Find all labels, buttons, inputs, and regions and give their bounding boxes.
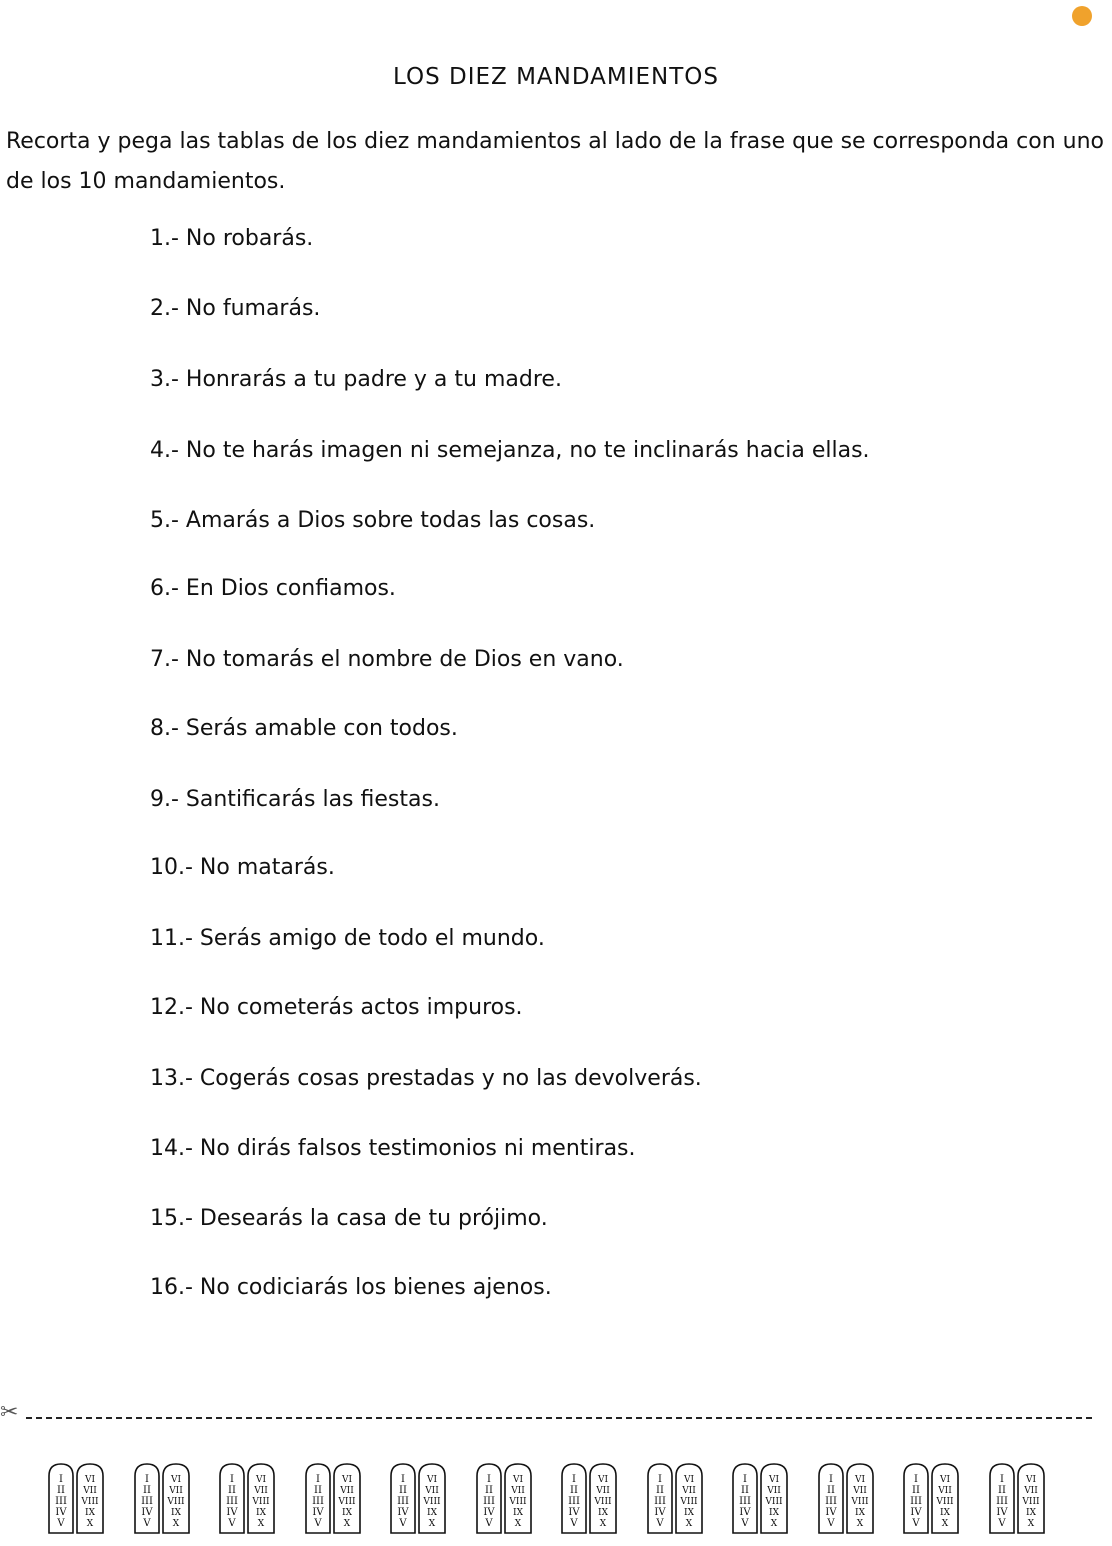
svg-text:VII: VII: [83, 1486, 97, 1496]
instructions: Recorta y pega las tablas de los diez mandamientos al lado de la frase que se corresponda con uno de los 10 mandamientos.: [6, 129, 1104, 194]
svg-text:IV: IV: [568, 1507, 580, 1518]
svg-text:IV: IV: [311, 1507, 324, 1518]
svg-text:II: II: [313, 1485, 322, 1496]
statement-8: 8.- Serás amable con todos.: [150, 716, 458, 741]
svg-text:II: II: [912, 1485, 920, 1496]
svg-text:VII: VII: [168, 1486, 183, 1496]
svg-text:IX: IX: [1025, 1508, 1036, 1518]
svg-text:VIII: VIII: [337, 1497, 356, 1507]
svg-text:X: X: [941, 1519, 949, 1529]
svg-text:IV: IV: [995, 1507, 1008, 1518]
svg-text:III: III: [397, 1496, 409, 1507]
statement-3: 3.- Honrarás a tu padre y a tu madre.: [150, 367, 562, 392]
svg-text:X: X: [685, 1519, 692, 1529]
statement-12: 12.- No cometerás actos impuros.: [150, 995, 523, 1020]
svg-text:II: II: [228, 1485, 236, 1496]
svg-text:VII: VII: [1023, 1486, 1038, 1496]
svg-text:VIII: VIII: [508, 1497, 527, 1507]
svg-text:I: I: [59, 1474, 63, 1485]
svg-text:X: X: [428, 1519, 436, 1529]
svg-text:VII: VII: [254, 1486, 268, 1496]
svg-text:IX: IX: [170, 1508, 181, 1518]
svg-text:V: V: [57, 1518, 65, 1529]
svg-text:I: I: [999, 1474, 1004, 1485]
orange-dot: [1072, 6, 1092, 26]
svg-text:III: III: [910, 1496, 922, 1507]
tablets-icon: [474, 1460, 534, 1536]
svg-text:I: I: [914, 1474, 918, 1485]
svg-text:V: V: [997, 1518, 1006, 1529]
statement-9: 9.- Santificarás las fiestas.: [150, 787, 440, 812]
svg-text:IX: IX: [85, 1508, 95, 1518]
svg-text:I: I: [486, 1474, 491, 1485]
statement-10: 10.- No matarás.: [150, 855, 335, 880]
statement-4: 4.- No te harás imagen ni semejanza, no te inclinarás hacia ellas.: [150, 438, 870, 463]
svg-text:VIII: VIII: [252, 1497, 270, 1507]
svg-text:II: II: [655, 1485, 664, 1496]
tablets-icon: [303, 1460, 363, 1536]
svg-text:VI: VI: [597, 1475, 609, 1485]
svg-text:II: II: [826, 1485, 835, 1496]
svg-text:IV: IV: [910, 1507, 922, 1518]
tablets-icon: [217, 1460, 277, 1536]
svg-text:V: V: [228, 1518, 236, 1529]
svg-text:V: V: [912, 1518, 920, 1529]
svg-text:IV: IV: [140, 1507, 153, 1518]
svg-text:VIII: VIII: [936, 1497, 954, 1507]
svg-text:VII: VII: [852, 1486, 867, 1496]
svg-text:IX: IX: [427, 1508, 437, 1518]
svg-text:VI: VI: [683, 1475, 694, 1485]
svg-text:X: X: [86, 1519, 94, 1529]
svg-text:X: X: [172, 1519, 179, 1529]
svg-text:III: III: [226, 1496, 238, 1507]
statement-11: 11.- Serás amigo de todo el mundo.: [150, 926, 545, 951]
svg-text:I: I: [230, 1474, 234, 1485]
svg-text:IX: IX: [940, 1508, 950, 1518]
svg-text:VIII: VIII: [679, 1497, 698, 1507]
svg-text:II: II: [142, 1485, 151, 1496]
svg-text:IX: IX: [598, 1508, 608, 1518]
svg-text:III: III: [482, 1496, 495, 1507]
statement-13: 13.- Cogerás cosas prestadas y no las devolverás.: [150, 1066, 702, 1091]
svg-text:X: X: [1027, 1519, 1034, 1529]
page-title: [0, 64, 1112, 90]
tablets-row: [46, 1460, 1106, 1536]
svg-text:VIII: VIII: [765, 1497, 783, 1507]
svg-text:V: V: [570, 1518, 578, 1529]
svg-text:II: II: [484, 1485, 493, 1496]
svg-text:V: V: [655, 1518, 664, 1529]
svg-text:IX: IX: [683, 1508, 694, 1518]
statement-14: 14.- No dirás falsos testimonios ni mentiras.: [150, 1136, 636, 1161]
svg-text:III: III: [739, 1496, 751, 1507]
svg-text:VI: VI: [341, 1475, 352, 1485]
svg-text:VI: VI: [426, 1475, 438, 1485]
svg-text:VII: VII: [767, 1486, 781, 1496]
svg-text:III: III: [653, 1496, 666, 1507]
tablets-icon: [987, 1460, 1047, 1536]
svg-text:I: I: [401, 1474, 405, 1485]
svg-text:I: I: [743, 1474, 747, 1485]
tablets-icon: [901, 1460, 961, 1536]
svg-text:VI: VI: [768, 1475, 780, 1485]
svg-text:IV: IV: [653, 1507, 666, 1518]
svg-text:IX: IX: [256, 1508, 266, 1518]
svg-text:VI: VI: [1025, 1475, 1036, 1485]
svg-text:I: I: [144, 1474, 149, 1485]
svg-text:VI: VI: [255, 1475, 267, 1485]
svg-text:VI: VI: [170, 1475, 181, 1485]
statement-16: 16.- No codiciarás los bienes ajenos.: [150, 1275, 552, 1300]
svg-text:III: III: [55, 1496, 67, 1507]
svg-text:III: III: [568, 1496, 580, 1507]
statement-6: 6.- En Dios confiamos.: [150, 576, 396, 601]
svg-text:VII: VII: [681, 1486, 696, 1496]
svg-text:III: III: [140, 1496, 153, 1507]
statement-5: 5.- Amarás a Dios sobre todas las cosas.: [150, 508, 596, 533]
svg-text:IV: IV: [824, 1507, 837, 1518]
svg-text:V: V: [741, 1518, 749, 1529]
tablets-icon: [46, 1460, 106, 1536]
tablets-icon: [730, 1460, 790, 1536]
svg-text:IX: IX: [769, 1508, 779, 1518]
tablets-icon: [388, 1460, 448, 1536]
cut-line: [0, 1400, 1104, 1426]
svg-text:VI: VI: [84, 1475, 96, 1485]
svg-text:V: V: [484, 1518, 493, 1529]
tablets-icon: [645, 1460, 705, 1536]
svg-text:VII: VII: [510, 1486, 525, 1496]
svg-text:VI: VI: [512, 1475, 523, 1485]
svg-text:VIII: VIII: [423, 1497, 441, 1507]
svg-text:III: III: [824, 1496, 837, 1507]
svg-text:X: X: [856, 1519, 863, 1529]
tablets-icon: [132, 1460, 192, 1536]
svg-text:IX: IX: [854, 1508, 865, 1518]
scissors-icon: ✂: [0, 1400, 19, 1425]
svg-text:II: II: [399, 1485, 407, 1496]
svg-text:X: X: [599, 1519, 607, 1529]
svg-text:I: I: [828, 1474, 833, 1485]
svg-text:VI: VI: [939, 1475, 951, 1485]
svg-text:I: I: [572, 1474, 576, 1485]
svg-text:VIII: VIII: [166, 1497, 185, 1507]
svg-text:VII: VII: [596, 1486, 610, 1496]
svg-text:IX: IX: [341, 1508, 352, 1518]
svg-text:VIII: VIII: [850, 1497, 869, 1507]
svg-text:V: V: [826, 1518, 835, 1529]
tablets-icon: [559, 1460, 619, 1536]
svg-text:VIII: VIII: [594, 1497, 612, 1507]
svg-text:VI: VI: [854, 1475, 865, 1485]
svg-text:V: V: [313, 1518, 322, 1529]
tablets-icon: [816, 1460, 876, 1536]
svg-text:X: X: [770, 1519, 778, 1529]
svg-text:III: III: [995, 1496, 1008, 1507]
svg-text:IV: IV: [482, 1507, 495, 1518]
svg-text:I: I: [315, 1474, 320, 1485]
dashed-line: [26, 1417, 1092, 1419]
svg-text:X: X: [343, 1519, 350, 1529]
svg-text:V: V: [399, 1518, 407, 1529]
svg-text:IX: IX: [512, 1508, 523, 1518]
svg-text:II: II: [57, 1485, 65, 1496]
svg-text:IV: IV: [739, 1507, 751, 1518]
svg-text:X: X: [257, 1519, 265, 1529]
svg-text:IV: IV: [397, 1507, 409, 1518]
svg-text:VII: VII: [938, 1486, 952, 1496]
svg-text:V: V: [142, 1518, 151, 1529]
svg-text:II: II: [997, 1485, 1006, 1496]
statement-2: 2.- No fumarás.: [150, 296, 321, 321]
svg-text:VIII: VIII: [1021, 1497, 1040, 1507]
svg-text:III: III: [311, 1496, 324, 1507]
statement-7: 7.- No tomarás el nombre de Dios en vano.: [150, 647, 624, 672]
svg-text:X: X: [514, 1519, 521, 1529]
title-text: LOS DIEZ MANDAMIENTOS: [392, 64, 720, 90]
svg-text:VIII: VIII: [81, 1497, 99, 1507]
svg-text:II: II: [570, 1485, 578, 1496]
svg-text:IV: IV: [55, 1507, 67, 1518]
svg-text:II: II: [741, 1485, 749, 1496]
svg-text:VII: VII: [339, 1486, 354, 1496]
svg-text:I: I: [657, 1474, 662, 1485]
svg-text:VII: VII: [425, 1486, 439, 1496]
statement-1: 1.- No robarás.: [150, 226, 314, 251]
svg-text:IV: IV: [226, 1507, 238, 1518]
statement-15: 15.- Desearás la casa de tu prójimo.: [150, 1206, 548, 1231]
